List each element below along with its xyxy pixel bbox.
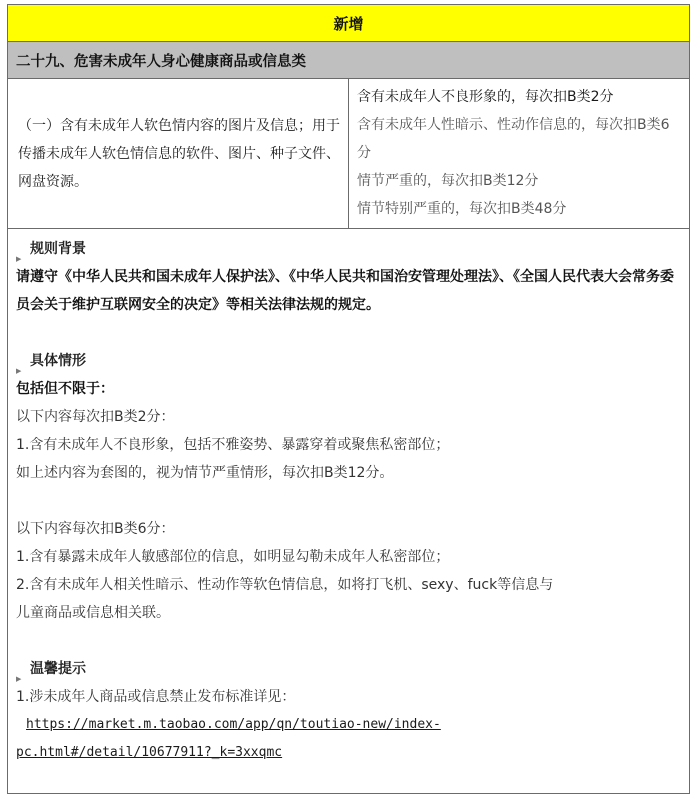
rule-document [7, 4, 690, 794]
rule-row [8, 79, 689, 229]
spacer [16, 487, 681, 515]
rule-penalty-cell [349, 79, 689, 228]
category-title: 二十九、危害未成年人身心健康商品或信息类 [16, 53, 306, 70]
header-new-banner [8, 5, 689, 42]
details-intro: 包括但不限于： [16, 381, 114, 397]
background-section-title [16, 235, 681, 263]
rule-detail-body [8, 229, 689, 793]
tips-item: 1.涉未成年人商品或信息禁止发布标准详见： [16, 689, 296, 705]
collapse-triangle-icon: ▶ [16, 255, 22, 263]
standards-link[interactable]: https://market.m.taobao.com/app/qn/toutiao-new/index- [26, 717, 441, 732]
details-group2-item-cont: 儿童商品或信息相关联。 [16, 605, 170, 621]
background-text: 请遵守《中华人民共和国未成年人保护法》、《中华人民共和国治安管理处理法》、《全国人民代表大会常务委员会关于维护互联网安全的决定》等相关法律法规的规定。 [16, 269, 674, 313]
spacer [16, 319, 681, 347]
spacer [16, 627, 681, 655]
rule-description: （一）含有未成年人软色情内容的图片及信息；用于传播未成年人软色情信息的软件、图片、种子文件、网盘资源。 [18, 117, 340, 190]
details-title: 具体情形 [30, 353, 86, 369]
penalty-item: 含有未成年人不良形象的，每次扣B类2分 [357, 89, 614, 105]
details-group1-head: 以下内容每次扣B类2分： [16, 409, 175, 425]
tips-title: 温馨提示 [30, 661, 86, 677]
header-title: 新增 [333, 14, 364, 33]
background-title: 规则背景 [30, 241, 86, 257]
details-group2-item: 2.含有未成年人相关性暗示、性动作等软色情信息，如将打飞机、sexy、fuck等信息与 [16, 577, 554, 593]
penalty-item: 情节特别严重的，每次扣B类48分 [357, 201, 567, 217]
collapse-triangle-icon: ▶ [16, 675, 22, 683]
collapse-triangle-icon: ▶ [16, 367, 22, 375]
tips-section-title [16, 655, 681, 683]
details-group1-item: 1.含有未成年人不良形象，包括不雅姿势、暴露穿着或聚焦私密部位； [16, 437, 450, 453]
details-group1-note: 如上述内容为套图的，视为情节严重情形，每次扣B类12分。 [16, 465, 394, 481]
category-heading [8, 42, 689, 79]
details-section-title [16, 347, 681, 375]
standards-link-cont[interactable]: pc.html#/detail/10677911?_k=3xxqmc [16, 745, 283, 760]
details-group2-item: 1.含有暴露未成年人敏感部位的信息，如明显勾勒未成年人私密部位； [16, 549, 450, 565]
rule-description-cell [8, 79, 349, 228]
details-group2-head: 以下内容每次扣B类6分： [16, 521, 175, 537]
penalty-item: 含有未成年人性暗示、性动作信息的，每次扣B类6分 [357, 117, 670, 161]
penalty-item: 情节严重的，每次扣B类12分 [357, 173, 539, 189]
